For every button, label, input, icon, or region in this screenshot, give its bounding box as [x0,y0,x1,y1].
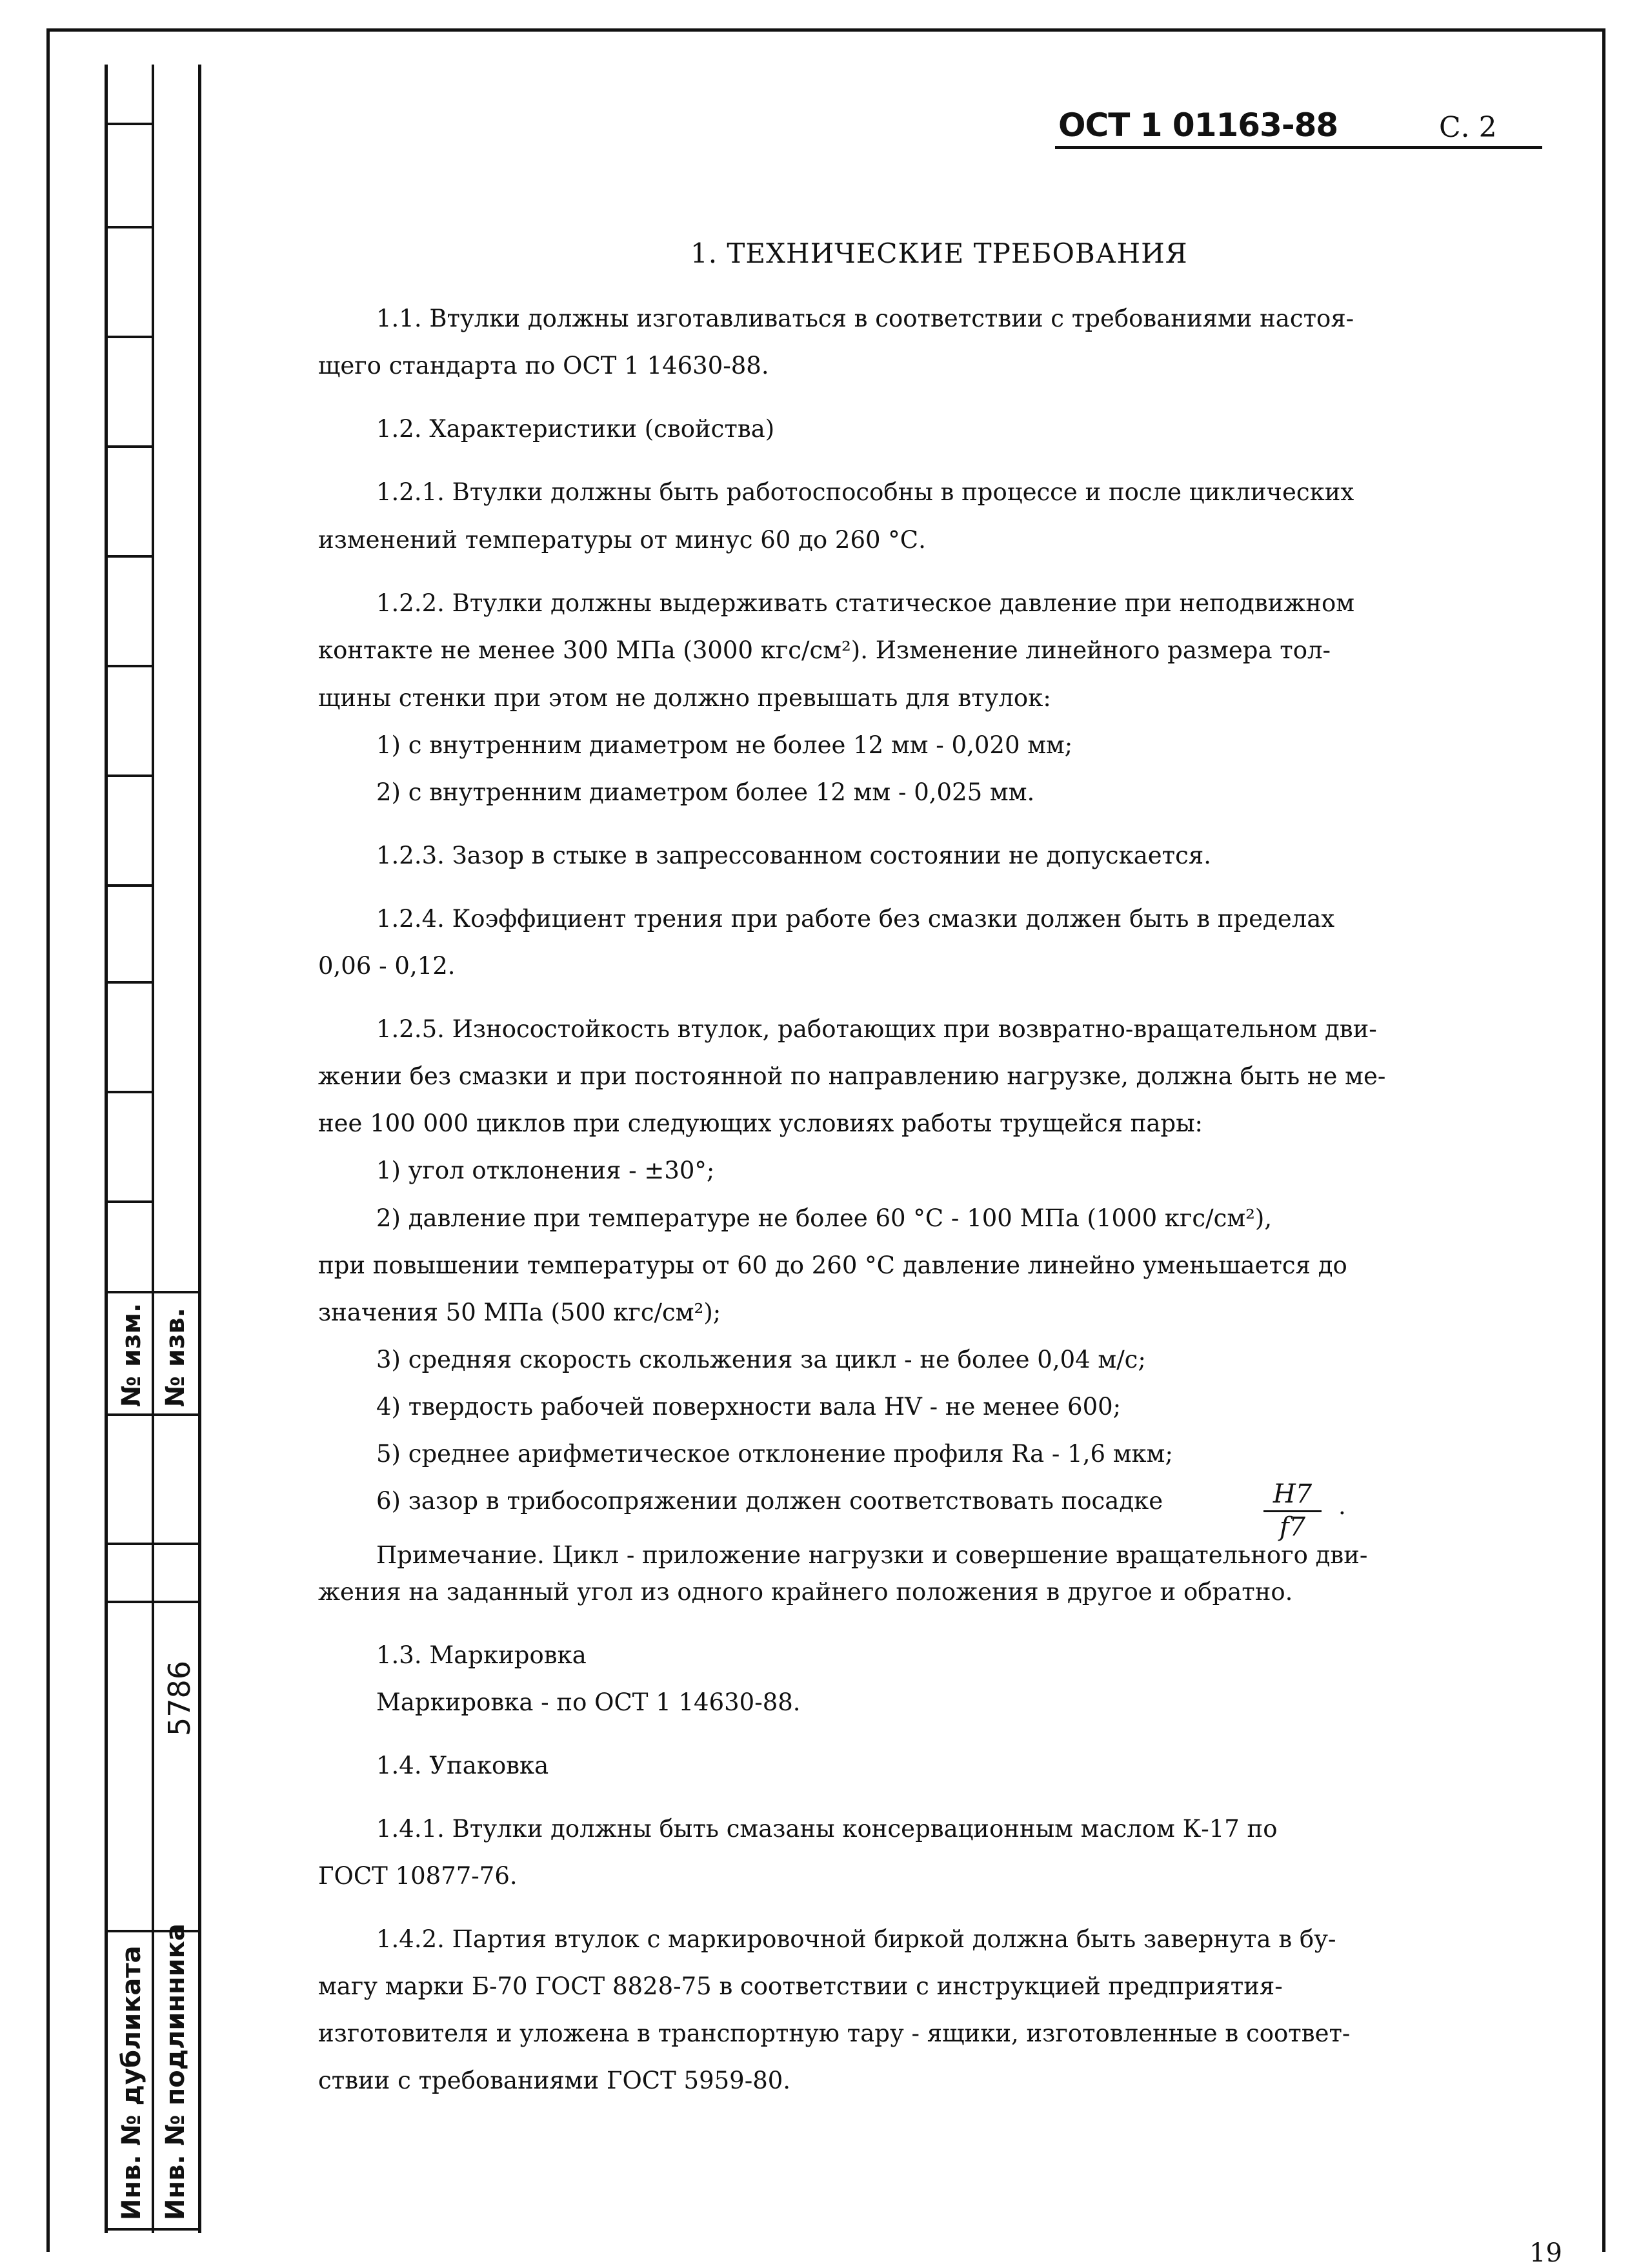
margin-cell-line [108,123,153,125]
note-line: Примечание. Цикл - приложение нагрузки и совершение вращательного дви- [376,1541,1368,1569]
margin-cell-line [108,1091,153,1093]
text-line: щины стенки при этом не должно превышать для втулок: [318,684,1051,712]
text-line: 0,06 - 0,12. [318,952,456,980]
izv-label: № изв. [161,1308,190,1407]
text-line: 1.2.2. Втулки должны выдерживать статическое давление при неподвижном [376,589,1355,617]
text-line: 3) средняя скорость скольжения за цикл - не более 0,04 м/с; [376,1346,1146,1373]
margin-cell-line [108,1413,198,1416]
text-line: 1.2.5. Износостойкость втулок, работающих при возвратно-вращательном дви- [376,1015,1377,1043]
text-line: ствии с требованиями ГОСТ 5959-80. [318,2067,791,2094]
text-line: жении без смазки и при постоянной по направлению нагрузке, должна быть не ме- [318,1062,1386,1090]
page-number: С. 2 [1439,111,1497,144]
text-line: 5) среднее арифметическое отклонение профиля Ra - 1,6 мкм; [376,1440,1173,1468]
text-line: 1.4.2. Партия втулок с маркировочной биркой должна быть завернута в бу- [376,1925,1336,1953]
text-line: 1.2. Характеристики (свойства) [376,415,775,443]
text-line: 6) зазор в трибосопряжении должен соответствовать посадке [376,1487,1163,1515]
text-line: при повышении температуры от 60 до 260 °С давление линейно уменьшается до [318,1251,1347,1279]
margin-cell-line [108,1543,198,1545]
corner-number: 19 [1529,2238,1562,2268]
margin-cell-line [108,2228,198,2231]
text-line: магу марки Б-70 ГОСТ 8828-75 в соответствии с инструкцией предприятия- [318,1972,1283,2000]
text-line: 1.1. Втулки должны изготавливаться в соответствии с требованиями настоя- [376,305,1354,332]
margin-cell-line [108,775,153,777]
text-line: значения 50 МПа (500 кгс/см²); [318,1299,721,1326]
text-line: контакте не менее 300 МПа (3000 кгс/см²). Изменение линейного размера тол- [318,636,1331,664]
inv-value: 5786 [162,1660,197,1736]
text-line: 2) с внутренним диаметром более 12 мм - 0,025 мм. [376,778,1035,806]
margin-cell-line [108,1291,198,1293]
text-line: нее 100 000 циклов при следующих условиях работы трущейся пары: [318,1109,1203,1137]
margin-cell-line [108,981,153,984]
margin-cell-line [108,665,153,667]
margin-cell-line [108,445,153,448]
page-frame [46,28,1605,2252]
text-line: изготовителя и уложена в транспортную тару - ящики, изготовленные в соответ- [318,2020,1351,2047]
inv-duplicate-label: Инв. № дубликата [117,1945,146,2220]
text-line: 1.2.3. Зазор в стыке в запрессованном состоянии не допускается. [376,842,1211,869]
margin-cell-line [108,226,153,228]
text-line: 1) угол отклонения - ±30°; [376,1157,715,1184]
note-line: жения на заданный угол из одного крайнего положения в другое и обратно. [318,1578,1293,1606]
text-line: 1.3. Маркировка [376,1641,587,1669]
inv-original-label: Инв. № подлинника [161,1923,190,2220]
text-line: 1.4.1. Втулки должны быть смазаны консервационным маслом К-17 по [376,1815,1278,1843]
text-line: 1.2.1. Втулки должны быть работоспособны в процессе и после циклических [376,478,1354,506]
text-line: щего стандарта по ОСТ 1 14630-88. [318,352,769,380]
text-line: 1.2.4. Коэффициент трения при работе без смазки должен быть в пределах [376,905,1335,933]
margin-cell-line [108,1200,153,1203]
text-line: 1) с внутренним диаметром не более 12 мм - 0,020 мм; [376,731,1073,759]
margin-cell-line [108,555,153,558]
margin-cell-line [108,884,153,887]
fit-tail: . [1338,1492,1346,1520]
margin-divider [152,65,154,2233]
fit-numerator: H7 [1263,1479,1322,1512]
text-line: 1.4. Упаковка [376,1752,549,1779]
izm-label: № изм. [117,1302,146,1407]
text-line: 4) твердость рабочей поверхности вала HV - не менее 600; [376,1393,1122,1421]
section-title: 1. ТЕХНИЧЕСКИЕ ТРЕБОВАНИЯ [690,238,1188,269]
fit-fraction [1263,1479,1322,1542]
text-line: изменений температуры от минус 60 до 260 °С. [318,526,926,554]
text-line: Маркировка - по ОСТ 1 14630-88. [376,1688,801,1716]
fit-denominator: f7 [1279,1512,1306,1542]
text-line: 2) давление при температуре не более 60 °С - 100 МПа (1000 кгс/см²), [376,1204,1273,1232]
text-line: ГОСТ 10877-76. [318,1862,518,1890]
margin-cell-line [108,1601,198,1603]
document-code: ОСТ 1 01163-88 [1058,106,1338,144]
margin-cell-line [108,336,153,338]
header-rule [1055,146,1542,149]
margin-strip [105,65,201,2233]
